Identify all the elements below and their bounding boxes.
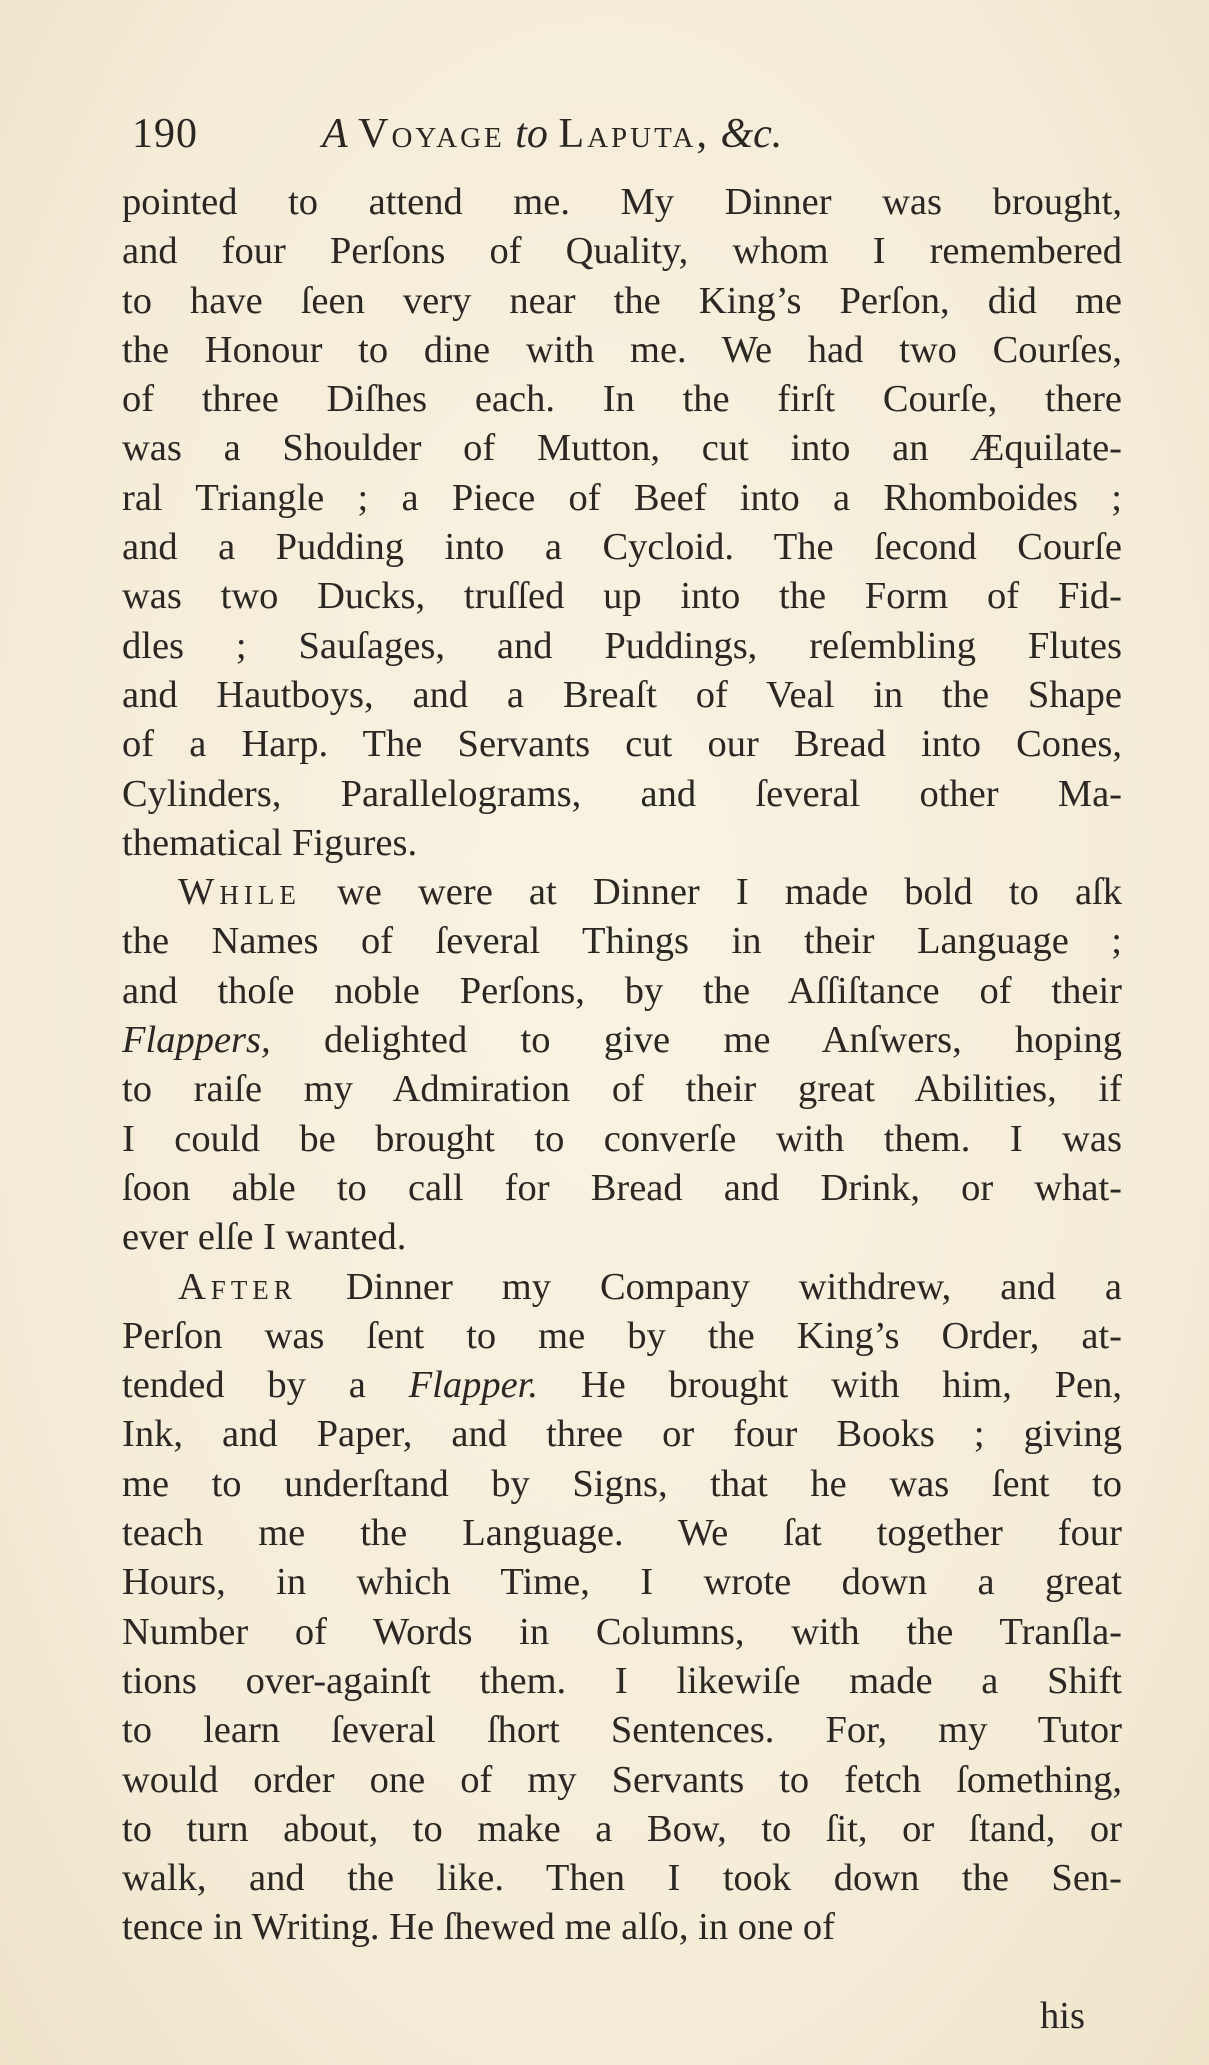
text-line bbox=[122, 622, 1122, 671]
text-segment: thematical Figures. bbox=[122, 821, 418, 864]
page-number: 190 bbox=[132, 111, 198, 157]
text-line bbox=[122, 572, 1122, 621]
text-segment: Number of Words in Columns, with the Tranſla- bbox=[122, 1610, 1122, 1653]
running-title bbox=[322, 110, 782, 158]
text-segment: Ink, and Paper, and three or four Books ; giving bbox=[122, 1413, 1122, 1456]
text-line bbox=[122, 1805, 1122, 1854]
text-line bbox=[122, 1903, 1122, 1952]
text-line bbox=[122, 819, 1122, 868]
paragraph-lead-word: After bbox=[178, 1265, 297, 1308]
text-segment: me to underſtand by Signs, that he was ſent to bbox=[122, 1462, 1122, 1505]
text-line bbox=[122, 917, 1122, 966]
catchword: his bbox=[1040, 1995, 1085, 2037]
text-line bbox=[122, 178, 1122, 227]
text-line bbox=[122, 1706, 1122, 1755]
text-line bbox=[122, 326, 1122, 375]
text-segment: would order one of my Servants to fetch ſomething, bbox=[122, 1758, 1122, 1801]
text-segment: Dinner my Company withdrew, and a bbox=[296, 1265, 1122, 1308]
text-line bbox=[122, 967, 1122, 1016]
title-voyage: Voyage bbox=[358, 111, 505, 157]
text-segment: Cylinders, Parallelograms, and ſeveral other Ma- bbox=[122, 772, 1122, 815]
paragraph-lead-word: While bbox=[178, 871, 301, 914]
italic-word: Flappers, bbox=[122, 1019, 271, 1062]
text-line bbox=[122, 1608, 1122, 1657]
text-segment: and thoſe noble Perſons, by the Aſſiſtance of their bbox=[122, 969, 1122, 1012]
text-line bbox=[122, 1263, 1122, 1312]
title-laputa: Laputa, bbox=[558, 111, 710, 157]
text-segment: we were at Dinner I made bold to aſk bbox=[300, 871, 1122, 914]
text-line bbox=[122, 1657, 1122, 1706]
text-segment: tions over-againſt them. I likewiſe made a Shift bbox=[122, 1659, 1122, 1702]
text-segment: ral Triangle ; a Piece of Beef into a Rhomboides ; bbox=[122, 476, 1122, 519]
text-line bbox=[122, 1854, 1122, 1903]
text-segment: teach me the Language. We ſat together four bbox=[122, 1512, 1122, 1555]
text-line bbox=[122, 1065, 1122, 1114]
text-line bbox=[122, 474, 1122, 523]
text-segment: pointed to attend me. My Dinner was brought, bbox=[122, 181, 1122, 223]
text-line bbox=[122, 227, 1122, 276]
text-segment: and Hautboys, and a Breaſt of Veal in the Shape bbox=[122, 673, 1122, 716]
text-line bbox=[122, 770, 1122, 819]
text-line bbox=[122, 1115, 1122, 1164]
text-segment: to learn ſeveral ſhort Sentences. For, my Tutor bbox=[122, 1709, 1122, 1752]
text-segment: Perſon was ſent to me by the King’s Order, at- bbox=[122, 1314, 1122, 1357]
text-line bbox=[122, 424, 1122, 473]
text-line bbox=[122, 1312, 1122, 1361]
text-segment: to turn about, to make a Bow, to ſit, or ſtand, or bbox=[122, 1807, 1122, 1850]
text-segment: was a Shoulder of Mutton, cut into an Æquilate- bbox=[122, 427, 1122, 470]
text-line bbox=[122, 1410, 1122, 1459]
text-segment: ſoon able to call for Bread and Drink, or what- bbox=[122, 1166, 1122, 1209]
text-line bbox=[122, 277, 1122, 326]
text-segment: delighted to give me Anſwers, hoping bbox=[270, 1019, 1122, 1062]
text-segment: I could be brought to converſe with them. I was bbox=[122, 1117, 1122, 1160]
text-segment: and a Pudding into a Cycloid. The ſecond Courſe bbox=[122, 526, 1122, 569]
text-segment: tence in Writing. He ſhewed me alſo, in one of bbox=[122, 1906, 835, 1949]
text-line bbox=[122, 1460, 1122, 1509]
text-segment: ever elſe I wanted. bbox=[122, 1216, 407, 1259]
text-segment: the Names of ſeveral Things in their Language ; bbox=[122, 920, 1122, 963]
text-line bbox=[122, 1756, 1122, 1805]
text-line bbox=[122, 1016, 1122, 1065]
text-line bbox=[122, 1213, 1122, 1262]
text-segment: tended by a bbox=[122, 1364, 409, 1407]
title-article: A bbox=[322, 111, 348, 157]
text-line bbox=[122, 671, 1122, 720]
text-segment: walk, and the like. Then I took down the Sen- bbox=[122, 1857, 1122, 1900]
text-segment: the Honour to dine with me. We had two Courſes, bbox=[122, 328, 1122, 371]
text-line bbox=[122, 1361, 1122, 1410]
text-segment: to raiſe my Admiration of their great Abilities, if bbox=[122, 1068, 1122, 1111]
text-segment: Hours, in which Time, I wrote down a great bbox=[122, 1561, 1122, 1604]
body-text bbox=[122, 178, 1122, 1953]
text-segment: of three Diſhes each. In the firſt Courſe, there bbox=[122, 378, 1122, 421]
text-line bbox=[122, 720, 1122, 769]
text-segment: to have ſeen very near the King’s Perſon, did me bbox=[122, 279, 1122, 322]
text-segment: was two Ducks, truſſed up into the Form of Fid- bbox=[122, 575, 1122, 618]
text-line bbox=[122, 1558, 1122, 1607]
text-segment: and four Perſons of Quality, whom I remembered bbox=[122, 230, 1122, 273]
running-head bbox=[132, 110, 1092, 170]
title-to: to bbox=[515, 111, 548, 157]
text-line bbox=[122, 1509, 1122, 1558]
text-line bbox=[122, 1164, 1122, 1213]
text-line bbox=[122, 868, 1122, 917]
text-segment: dles ; Sauſages, and Puddings, reſembling Flutes bbox=[122, 624, 1122, 667]
text-line bbox=[122, 523, 1122, 572]
title-etc: &c. bbox=[720, 111, 783, 157]
text-segment: He brought with him, Pen, bbox=[538, 1364, 1122, 1407]
text-segment: of a Harp. The Servants cut our Bread into Cones, bbox=[122, 723, 1122, 766]
text-line bbox=[122, 375, 1122, 424]
italic-word: Flapper. bbox=[408, 1364, 539, 1407]
